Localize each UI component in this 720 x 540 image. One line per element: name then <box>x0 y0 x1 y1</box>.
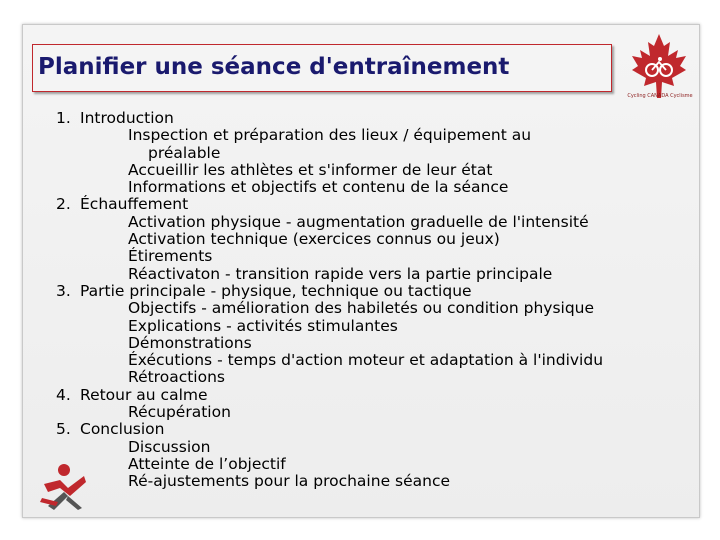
item-label: Échauffement <box>80 195 189 214</box>
sub-list <box>56 214 603 283</box>
sub-item: Rétroactions <box>128 368 225 387</box>
item-number: 1. <box>56 109 71 127</box>
session-outline <box>56 110 603 491</box>
sub-item: Explications - activités stimulantes <box>128 316 398 335</box>
item-number: 5. <box>56 420 71 439</box>
logo-caption: Cycling CANADA Cyclisme <box>627 93 693 99</box>
sub-list <box>56 439 603 491</box>
sub-item: Accueillir les athlètes et s'informer de leur état <box>128 160 493 179</box>
outline-item <box>56 196 603 282</box>
sub-item-continuation: préalable <box>148 143 221 162</box>
sub-item: Activation technique (exercices connus ou jeux) <box>128 230 500 249</box>
sub-item: Ré-ajustements pour la prochaine séance <box>128 472 451 491</box>
item-number: 2. <box>56 195 71 214</box>
sub-item: Activation physique - augmentation graduelle de l'intensité <box>128 212 589 231</box>
sub-item: Objectifs - amélioration des habiletés ou condition physique <box>128 299 595 318</box>
item-label: Conclusion <box>80 420 165 439</box>
sub-item: Discussion <box>128 437 211 456</box>
outline-item <box>56 387 603 422</box>
outline-item <box>56 283 603 387</box>
outline-item <box>56 110 603 196</box>
item-label: Retour au calme <box>80 385 208 404</box>
sub-item: Démonstrations <box>128 333 252 352</box>
item-label: Introduction <box>80 109 174 127</box>
sub-item: Informations et objectifs et contenu de la séance <box>128 178 509 197</box>
sub-list <box>56 404 603 421</box>
item-number: 3. <box>56 281 71 300</box>
sub-list <box>56 127 603 196</box>
sub-item: Inspection et préparation des lieux / équipement au préalable <box>128 127 603 162</box>
item-number: 4. <box>56 385 71 404</box>
sub-item: Récupération <box>128 403 231 422</box>
sub-item: Atteinte de l’objectif <box>128 454 286 473</box>
sub-item: Éxécutions - temps d'action moteur et adaptation à l'individu <box>128 351 604 370</box>
item-label: Partie principale - physique, technique ou tactique <box>80 281 472 300</box>
outline-item <box>56 421 603 490</box>
maple-leaf-logo-icon <box>628 32 690 102</box>
sub-item: Étirements <box>128 247 213 266</box>
sub-item: Réactivaton - transition rapide vers la partie principale <box>128 264 553 283</box>
sub-list <box>56 300 603 386</box>
slide-title: Planifier une séance d'entraînement <box>38 54 510 80</box>
